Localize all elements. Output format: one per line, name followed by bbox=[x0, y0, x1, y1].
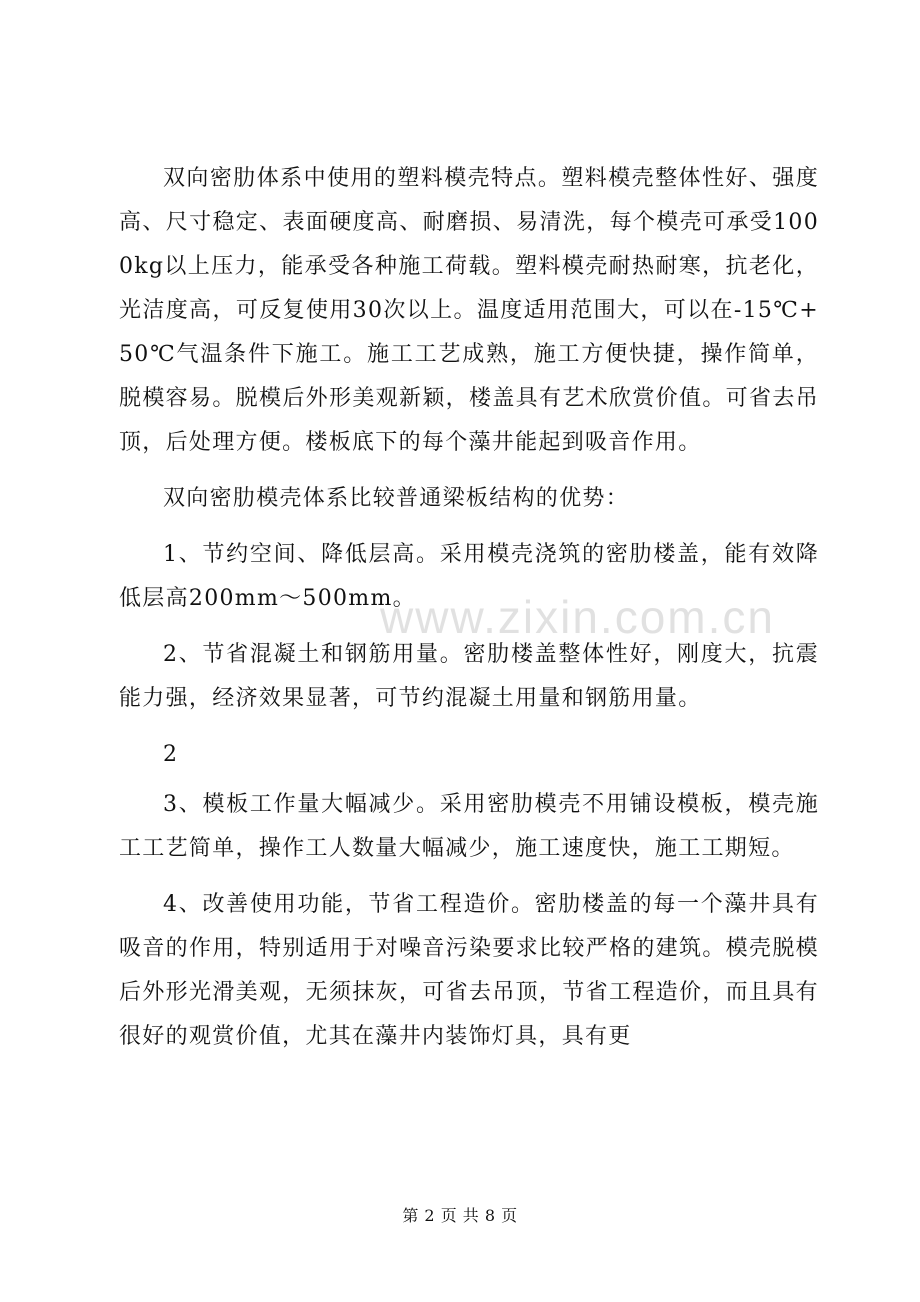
paragraph-advantage-1: 1、节约空间、降低层高。采用模壳浇筑的密肋楼盖，能有效降低层高200mm～500mm。 bbox=[119, 542, 819, 611]
paragraph-advantage-3: 3、模板工作量大幅减少。采用密肋模壳不用铺设模板，模壳施工工艺简单，操作工人数量大幅减少，施工速度快，施工工期短。 bbox=[119, 792, 819, 861]
paragraph-advantages-heading: 双向密肋模壳体系比较普通梁板结构的优势： bbox=[163, 486, 630, 511]
watermark: www.zixin.com.cn bbox=[380, 591, 775, 643]
page-footer: 第 2 页 共 8 页 bbox=[402, 1206, 518, 1225]
paragraph-advantage-4: 4、改善使用功能，节省工程造价。密肋楼盖的每一个藻井具有吸音的作用，特别适用于对噪音污染要求比较严格的建筑。模壳脱模后外形光滑美观，无须抹灰，可省去吊顶，节省工程造价，而且具有很好的观赏价值，尤其在藻井内装饰灯具，具有更 bbox=[119, 892, 819, 1049]
paragraph-number: 2 bbox=[163, 742, 179, 767]
paragraph-features: 双向密肋体系中使用的塑料模壳特点。塑料模壳整体性好、强度高、尺寸稳定、表面硬度高、耐磨损、易清洗，每个模壳可承受1000kg以上压力，能承受各种施工荷载。塑料模壳耐热耐寒，抗老化，光洁度高，可反复使用30次以上。温度适用范围大，可以在-15℃+50℃气温条件下施工。施工工艺成熟，施工方便快捷，操作简单，脱模容易。脱模后外形美观新颖，楼盖具有艺术欣赏价值。可省去吊顶，后处理方便。楼板底下的每个藻井能起到吸音作用。 bbox=[119, 166, 819, 455]
paragraph-advantage-2: 2、节省混凝土和钢筋用量。密肋楼盖整体性好，刚度大，抗震能力强，经济效果显著，可节约混凝土用量和钢筋用量。 bbox=[119, 642, 819, 711]
